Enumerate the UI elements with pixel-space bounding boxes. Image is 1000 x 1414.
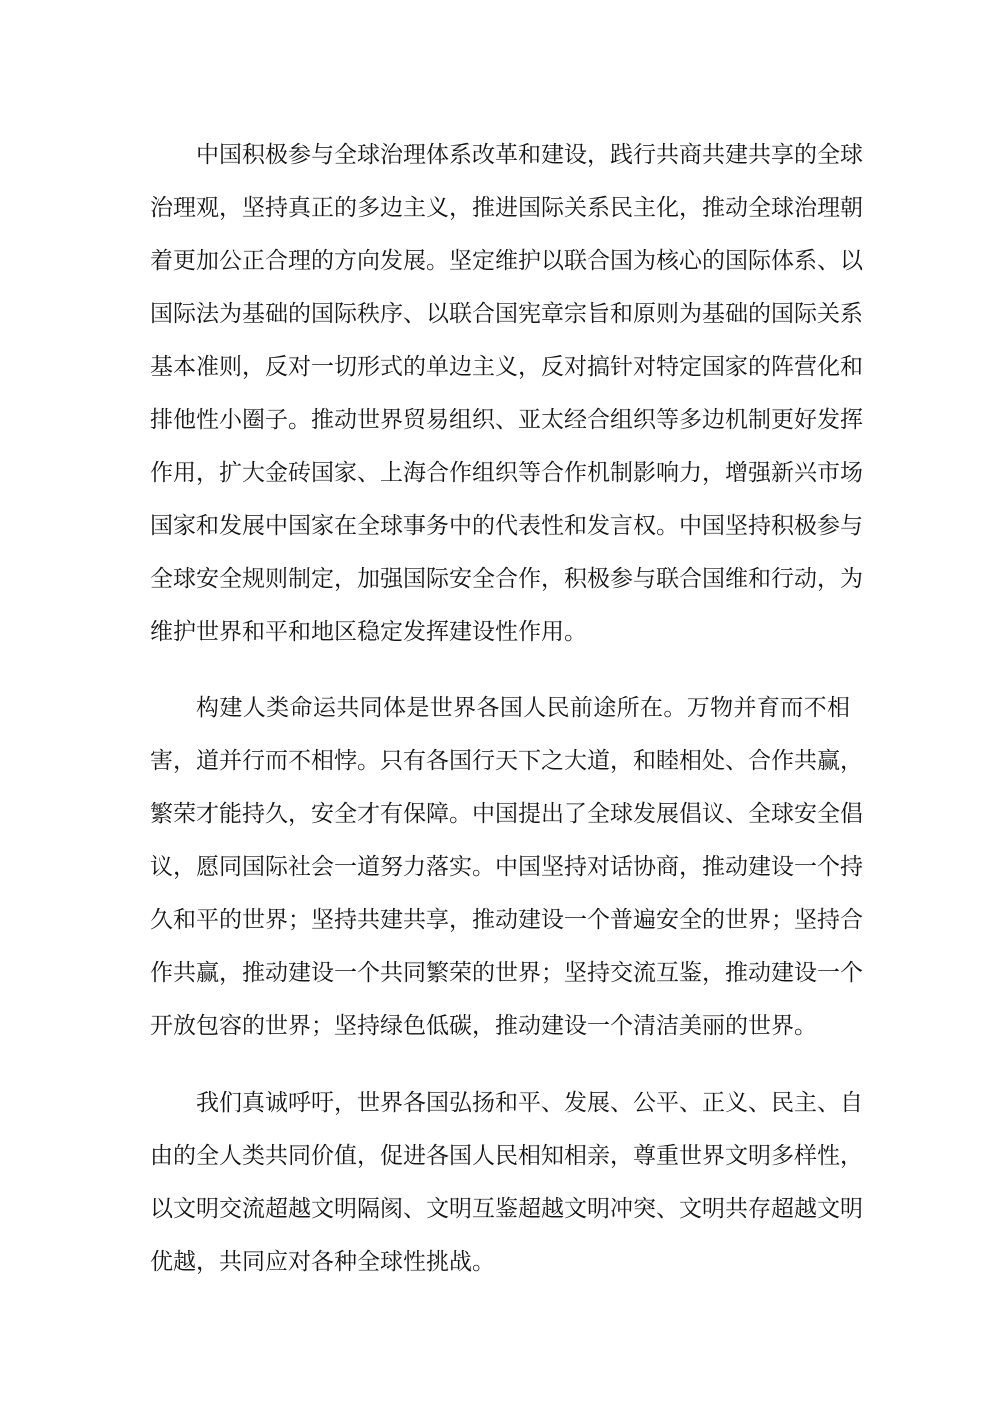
paragraph-line: 排他性小圈子。推动世界贸易组织、亚太经合组织等多边机制更好发挥 bbox=[150, 407, 863, 433]
paragraph-line: 全球安全规则制定，加强国际安全合作，积极参与联合国维和行动，为 bbox=[150, 566, 863, 592]
paragraph-line: 着更加公正合理的方向发展。坚定维护以联合国为核心的国际体系、以 bbox=[150, 248, 863, 274]
paragraph-line: 作共赢，推动建设一个共同繁荣的世界；坚持交流互鉴，推动建设一个 bbox=[150, 960, 863, 986]
paragraph-shared-future bbox=[150, 682, 863, 1053]
paragraph-line: 国际法为基础的国际秩序、以联合国宪章宗旨和原则为基础的国际关系 bbox=[150, 301, 863, 327]
paragraph-line: 国家和发展中国家在全球事务中的代表性和发言权。中国坚持积极参与 bbox=[150, 513, 863, 539]
paragraph-line: 议，愿同国际社会一道努力落实。中国坚持对话协商，推动建设一个持 bbox=[150, 854, 863, 880]
paragraph-line: 基本准则，反对一切形式的单边主义，反对搞针对特定国家的阵营化和 bbox=[150, 354, 863, 380]
paragraph-line: 以文明交流超越文明隔阂、文明互鉴超越文明冲突、文明共存超越文明 bbox=[150, 1196, 863, 1222]
paragraph-common-values bbox=[150, 1077, 863, 1289]
paragraph-global-governance bbox=[150, 129, 863, 659]
paragraph-line: 优越，共同应对各种全球性挑战。 bbox=[150, 1249, 495, 1275]
paragraph-line: 我们真诚呼吁，世界各国弘扬和平、发展、公平、正义、民主、自 bbox=[196, 1090, 863, 1116]
paragraph-line: 害，道并行而不相悖。只有各国行天下之大道，和睦相处、合作共赢， bbox=[150, 748, 863, 774]
paragraph-line: 繁荣才能持久，安全才有保障。中国提出了全球发展倡议、全球安全倡 bbox=[150, 801, 863, 827]
paragraph-line: 久和平的世界；坚持共建共享，推动建设一个普遍安全的世界；坚持合 bbox=[150, 907, 863, 933]
paragraph-line: 维护世界和平和地区稳定发挥建设性作用。 bbox=[150, 619, 587, 645]
paragraph-line: 构建人类命运共同体是世界各国人民前途所在。万物并育而不相 bbox=[196, 695, 850, 721]
paragraph-line: 中国积极参与全球治理体系改革和建设，践行共商共建共享的全球 bbox=[196, 142, 863, 168]
paragraph-line: 作用，扩大金砖国家、上海合作组织等合作机制影响力，增强新兴市场 bbox=[150, 460, 863, 486]
paragraph-line: 开放包容的世界；坚持绿色低碳，推动建设一个清洁美丽的世界。 bbox=[150, 1013, 817, 1039]
paragraph-line: 治理观，坚持真正的多边主义，推进国际关系民主化，推动全球治理朝 bbox=[150, 195, 863, 221]
paragraph-line: 由的全人类共同价值，促进各国人民相知相亲，尊重世界文明多样性， bbox=[150, 1143, 863, 1169]
